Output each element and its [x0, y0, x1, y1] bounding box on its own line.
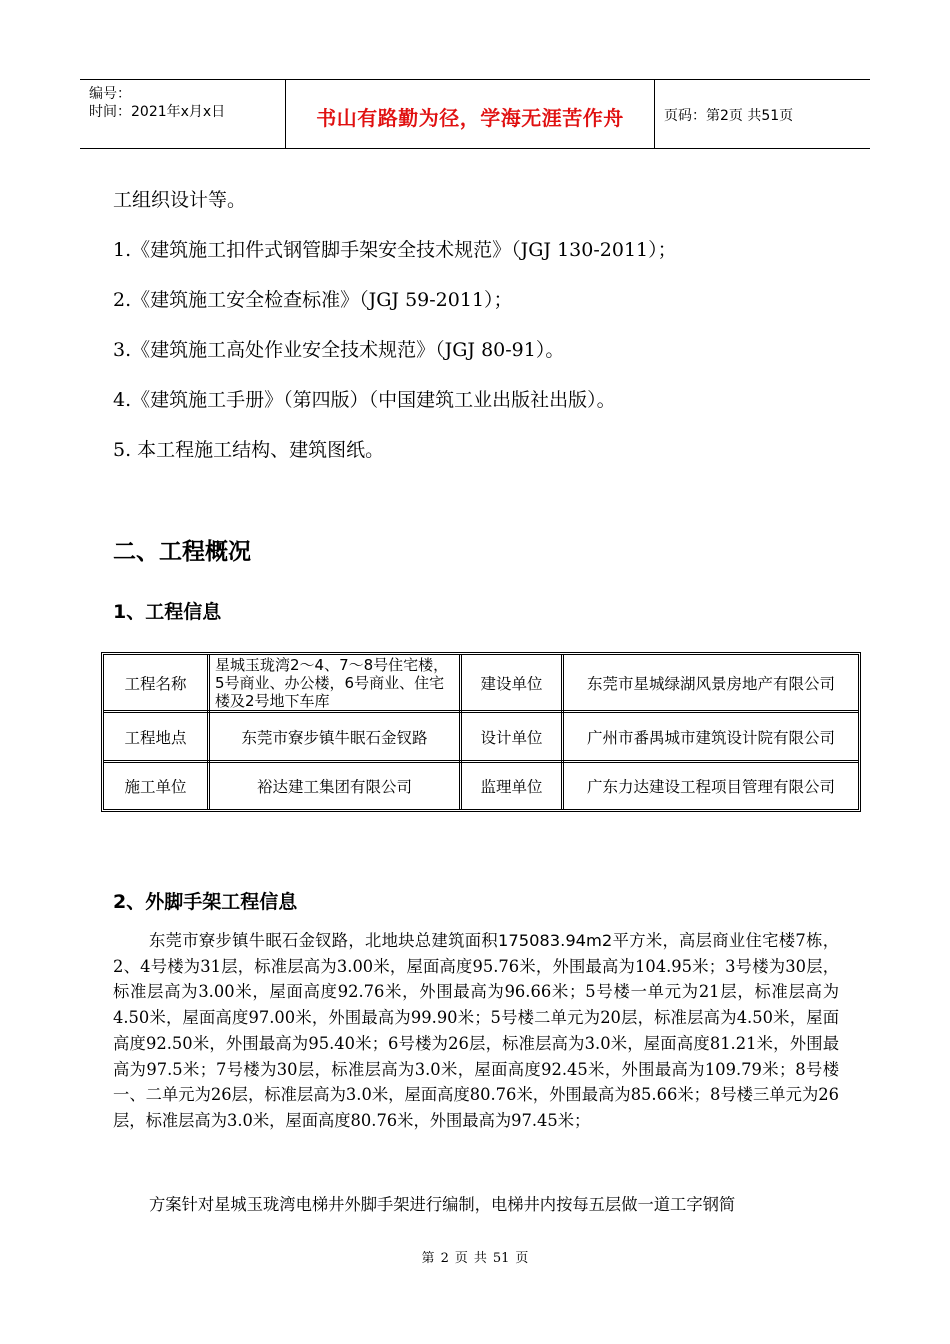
- intro-tail: 工组织设计等。: [113, 189, 247, 211]
- table-cell: 监理单位: [480, 778, 543, 796]
- paragraph-text: 方案针对: [149, 1195, 215, 1214]
- scaffold-info-paragraph: [113, 928, 839, 1134]
- header-meta-cell: [80, 80, 286, 148]
- page-footer: [0, 1247, 950, 1266]
- table-cell: 广东力达建设工程项目管理有限公司: [586, 778, 835, 796]
- paragraph-body: 7栋，2、4号楼为31层，标准层高为3.00米，屋面高度95.76米，外围最高为104.95米；3号楼为30层，标准层高为3.00米，屋面高度92.76米，外围最高为96.66米；5号楼一单元为21层，标准层高为4.50米，屋面高度97.00米，外围最高为99.90米；5号楼二单元为20层，标准层高为4.50米，屋面高度92.50米，外围最高为95.40米；6号楼为26层，标准层高为3.0米，屋面高度81.21米，外围最高为97.5米；7号楼为30层，标准层高为3.0米，屋面高度92.45米，外围最高为109.79米；8号楼一、二单元为26层，标准层高为3.0米，屋面高度80.76米，外围最高为85.66米；8号楼三单元为26层，标准层高为3.0米，屋面高度80.76米，外围最高为97.45米；: [113, 931, 839, 1130]
- scheme-paragraph: [113, 1192, 839, 1218]
- subsection-title-project-info: 1、工程信息: [113, 601, 222, 623]
- document-time: 时间：2021年x月x日: [89, 104, 226, 120]
- table-cell: 工程名称: [124, 674, 187, 693]
- reference-item: 1.《建筑施工扣件式钢管脚手架安全技术规范》（JGJ 130-2011）；: [113, 239, 677, 261]
- reference-item: 4.《建筑施工手册》（第四版）（中国建筑工业出版社出版）。: [113, 389, 616, 411]
- table-cell: 广州市番禺城市建筑设计院有限公司: [586, 728, 835, 747]
- table-cell: 施工单位: [124, 778, 187, 796]
- table-cell: 星城玉珑湾2～4、7～8号住宅楼，5号商业、办公楼，6号商业、住宅楼及2号地下车库: [215, 655, 449, 710]
- document-code: 编号：: [89, 86, 131, 102]
- footer-page-number: 2: [440, 1251, 449, 1266]
- footer-di: 第: [421, 1251, 435, 1266]
- footer-ye: 页: [454, 1251, 468, 1266]
- footer-gong: 共: [473, 1251, 487, 1266]
- table-cell: 东莞市星城绿湖风景房地产有限公司: [586, 674, 835, 693]
- reference-item: 2.《建筑施工安全检查标准》（JGJ 59-2011）；: [113, 289, 513, 311]
- table-cell: 东莞市寮步镇牛眠石金钗路: [241, 728, 428, 747]
- project-info-table: [101, 652, 861, 812]
- table-cell: 建设单位: [480, 674, 543, 693]
- reference-item: 5. 本工程施工结构、建筑图纸。: [113, 439, 385, 461]
- header-page-cell: [655, 80, 870, 148]
- table-cell: 设计单位: [480, 728, 543, 747]
- footer-total-pages: 51: [492, 1251, 510, 1266]
- reference-item: 3.《建筑施工高处作业安全技术规范》（JGJ 80-91）。: [113, 339, 565, 361]
- section-title: 二、工程概况: [113, 539, 251, 565]
- table-cell: 工程地点: [124, 728, 187, 747]
- header-motto-cell: [286, 80, 655, 148]
- paragraph-text: 电梯井外脚手架进行编制，电梯井内按每五层做一道工字钢简: [295, 1195, 736, 1214]
- subsection-title-scaffold-info: 2、外脚手架工程信息: [113, 891, 298, 913]
- footer-ye2: 页: [515, 1251, 529, 1266]
- project-name-inline: 星城玉珑湾: [214, 1195, 296, 1214]
- header-page-number: 页码：第2页 共51页: [664, 108, 794, 124]
- paragraph-lead: 东莞市寮步镇牛眠石金钗路，北地块总建筑面积175083.94m2平方米，高层商业住宅楼: [149, 931, 796, 950]
- header-motto: 书山有路勤为径，学海无涯苦作舟: [316, 106, 624, 130]
- page-header: [80, 79, 870, 149]
- table-cell: 裕达建工集团有限公司: [256, 778, 412, 796]
